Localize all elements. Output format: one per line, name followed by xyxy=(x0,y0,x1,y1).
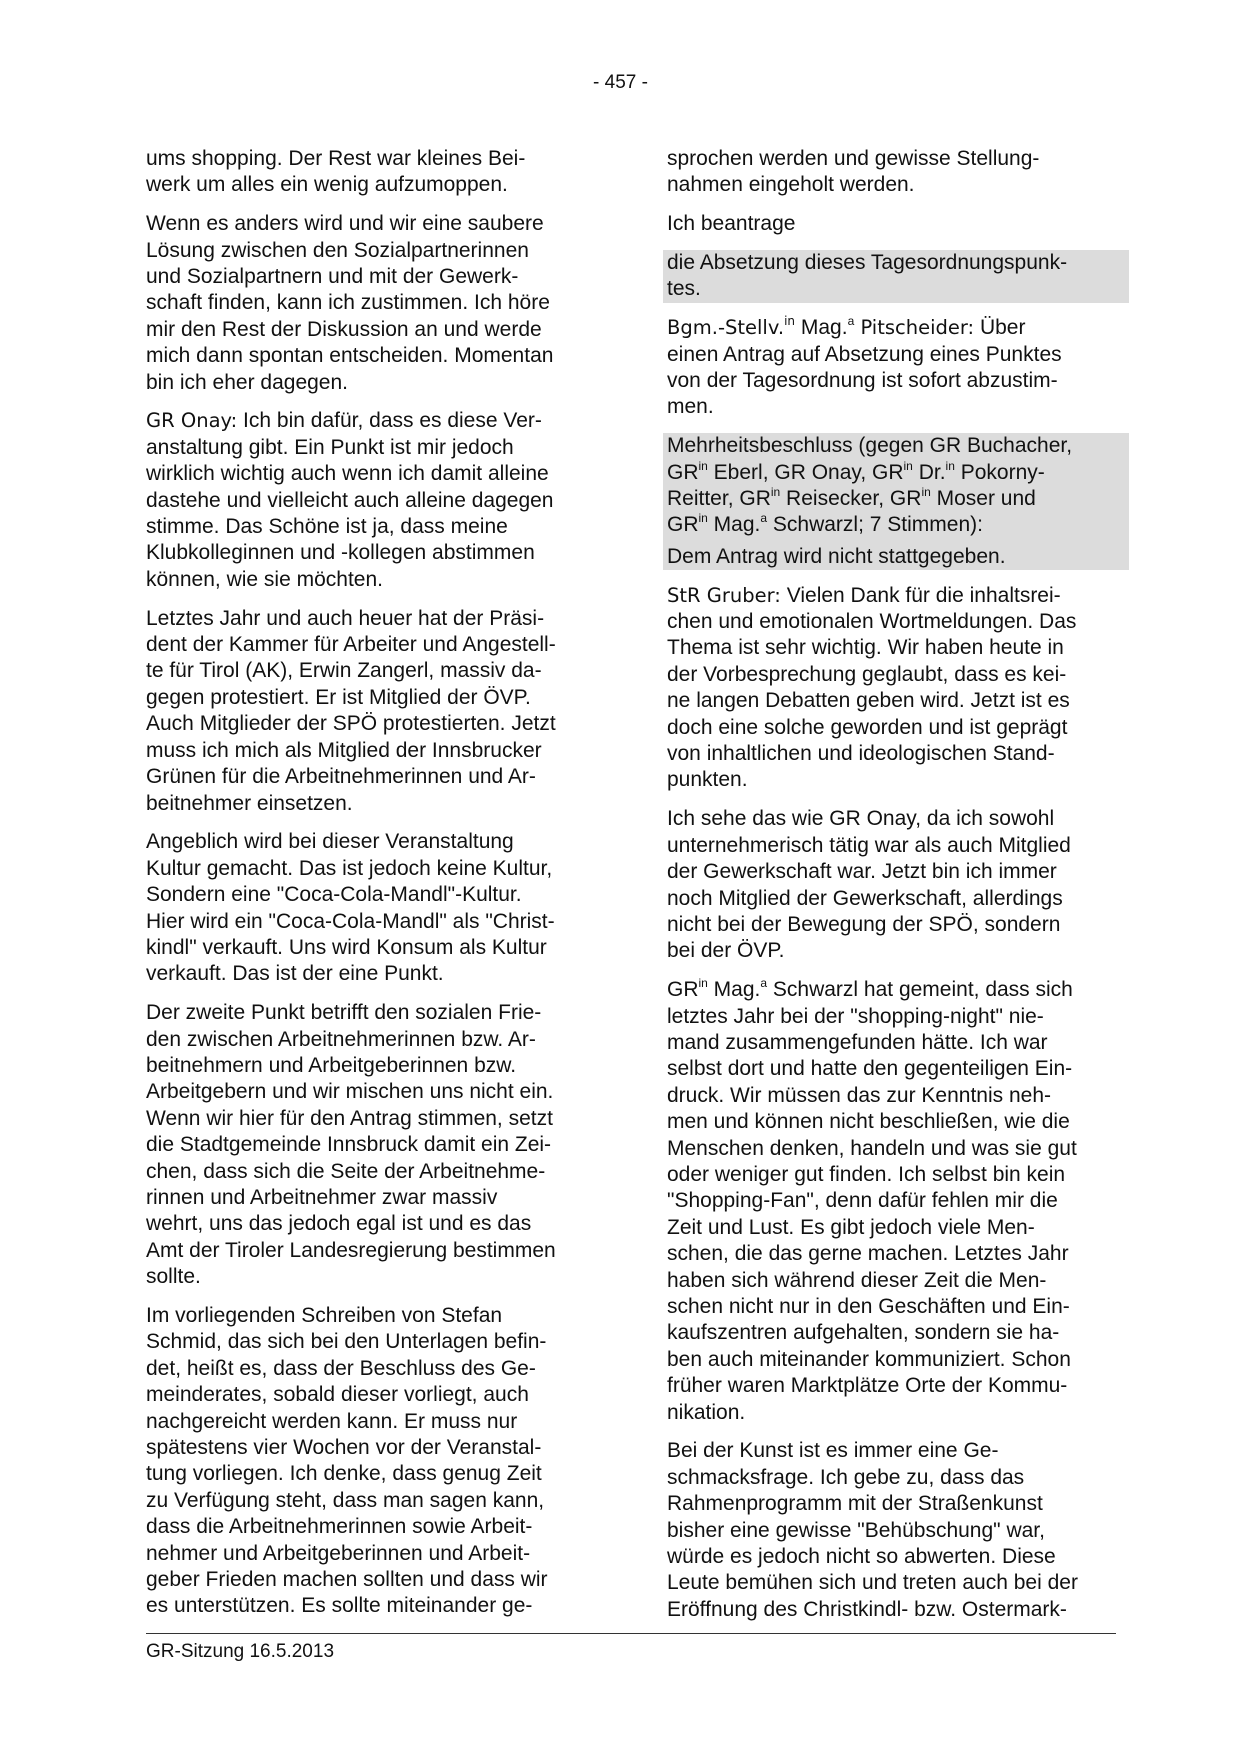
text-line: zu Verfügung steht, dass man sagen kann, xyxy=(146,1488,545,1512)
text-line: früher waren Marktplätze Orte der Kommu- xyxy=(667,1374,1068,1398)
text-run: Pokorny- xyxy=(954,460,1045,484)
text-line: nahmen eingeholt werden. xyxy=(667,173,915,197)
text-run: Mag. xyxy=(707,978,761,1002)
text-line: bisher eine gewisse "Behübschung" war, xyxy=(667,1518,1045,1542)
text-line: chen und emotionalen Wortmeldungen. Das xyxy=(667,610,1077,634)
text-line: nehmer und Arbeitgeberinnen und Arbeit- xyxy=(146,1541,531,1565)
text-line: würde es jedoch nicht so abwerten. Diese xyxy=(667,1545,1056,1569)
paragraph xyxy=(667,1438,1121,1623)
text-line: schaft finden, kann ich zustimmen. Ich höre xyxy=(146,291,550,315)
text-line: punkten. xyxy=(667,768,748,792)
right-column xyxy=(667,146,1121,1636)
text-line: von inhaltlichen und ideologischen Stand- xyxy=(667,742,1055,766)
superscript: in xyxy=(770,485,781,500)
text-line: det, heißt es, dass der Beschluss des Ge- xyxy=(146,1356,536,1380)
superscript: a xyxy=(760,976,768,991)
text-line: oder weniger gut finden. Ich selbst bin kein xyxy=(667,1162,1066,1186)
text-run: Moser und xyxy=(930,487,1036,511)
superscript: in xyxy=(698,458,708,473)
text-line: Amt der Tiroler Landesregierung bestimmen xyxy=(146,1238,556,1262)
text-line: werk um alles ein wenig aufzumoppen. xyxy=(146,173,508,197)
superscript: a xyxy=(760,511,768,526)
paragraph xyxy=(667,146,1121,199)
text-line: und Sozialpartnern und mit der Gewerk- xyxy=(146,265,519,289)
text-line: dass die Arbeitnehmerinnen sowie Arbeit- xyxy=(146,1515,533,1539)
text-line: muss ich mich als Mitglied der Innsbrucker xyxy=(146,738,542,762)
text-line: der Gewerkschaft war. Jetzt bin ich immer xyxy=(667,860,1057,884)
text-line: druck. Wir müssen das zur Kenntnis neh- xyxy=(667,1083,1051,1107)
text-line: nachgereicht werden kann. Er muss nur xyxy=(146,1409,518,1433)
speech-deputy-mayor xyxy=(667,315,1121,421)
text-line: men und können nicht beschließen, wie die xyxy=(667,1110,1070,1134)
text-line: haben sich während dieser Zeit die Men- xyxy=(667,1268,1047,1292)
speaker-name xyxy=(667,316,795,339)
text-line: selbst dort und hatte den gegenteiligen Ein- xyxy=(667,1057,1073,1081)
text-line: Hier wird ein "Coca-Cola-Mandl" als "Christ- xyxy=(146,909,555,933)
text-line: rinnen und Arbeitnehmer zwar massiv xyxy=(146,1185,498,1209)
speaker-title: Mag. xyxy=(795,316,848,340)
text-line xyxy=(667,977,1121,1003)
text-line: unternehmerisch tätig war als auch Mitglied xyxy=(667,833,1071,857)
text-line: men. xyxy=(667,395,714,419)
text-line xyxy=(667,315,1121,341)
text-line: die Stadtgemeinde Innsbruck damit ein Zei- xyxy=(146,1133,552,1157)
text-line: chen, dass sich die Seite der Arbeitnehme- xyxy=(146,1159,546,1183)
text-run: Reisecker, GR xyxy=(780,487,922,511)
text-line: den zwischen Arbeitnehmerinnen bzw. Ar- xyxy=(146,1027,536,1051)
text-line: Arbeitgebern und wir mischen uns nicht ein. xyxy=(146,1080,554,1104)
text-run: GR xyxy=(667,978,699,1002)
text-run: GR xyxy=(667,460,699,484)
vote-result-box xyxy=(663,433,1129,544)
text-line: mir den Rest der Diskussion an und werde xyxy=(146,317,542,341)
text-line: spätestens vier Wochen vor der Veranstal- xyxy=(146,1436,542,1460)
paragraph xyxy=(146,211,600,396)
text-line: bei der ÖVP. xyxy=(667,939,785,963)
text-line: schen nicht nur in den Geschäften und Ein- xyxy=(667,1294,1070,1318)
text-line: Sondern eine "Coca-Cola-Mandl"-Kultur. xyxy=(146,883,522,907)
text-line xyxy=(667,583,1121,609)
footer-divider xyxy=(146,1633,1116,1634)
superscript: in xyxy=(903,458,913,473)
superscript: in xyxy=(945,458,955,473)
text-line: gegen protestiert. Er ist Mitglied der ÖVP. xyxy=(146,685,531,709)
text-line: es unterstützen. Es sollte miteinander ge- xyxy=(146,1594,533,1618)
text-line: Mehrheitsbeschluss (gegen GR Buchacher, xyxy=(667,434,1073,458)
text-line: "Shopping-Fan", denn dafür fehlen mir die xyxy=(667,1189,1058,1213)
text-line: tung vorliegen. Ich denke, dass genug Zeit xyxy=(146,1462,542,1486)
text-line: anstaltung gibt. Ein Punkt ist mir jedoch xyxy=(146,435,514,459)
paragraph xyxy=(146,829,600,987)
text-line: Kultur gemacht. Das ist jedoch keine Kultur, xyxy=(146,856,553,880)
text-line: schen, die das gerne machen. Letztes Jahr xyxy=(667,1242,1069,1266)
text-line: Thema ist sehr wichtig. Wir haben heute in xyxy=(667,636,1064,660)
text-run: GR xyxy=(667,513,699,537)
text-line: sprochen werden und gewisse Stellung- xyxy=(667,147,1040,170)
text-run: Mag. xyxy=(707,513,761,537)
superscript: in xyxy=(698,976,708,991)
text-line: Dem Antrag wird nicht stattgegeben. xyxy=(667,544,1006,568)
text-run: Ich bin dafür, dass es diese Ver- xyxy=(237,409,542,433)
page-number: - 457 - xyxy=(593,72,648,93)
text-line: dastehe und vielleicht auch alleine dagegen xyxy=(146,488,554,512)
text-line: kindl" verkauft. Uns wird Konsum als Kultur xyxy=(146,935,547,959)
decision-box xyxy=(663,544,1129,570)
text-line: beitnehmern und Arbeitgeberinnen bzw. xyxy=(146,1053,517,1077)
text-line: kaufszentren aufgehalten, sondern sie ha- xyxy=(667,1321,1060,1345)
text-line: sollte. xyxy=(146,1265,201,1289)
text-line: tes. xyxy=(667,277,701,301)
text-line: verkauft. Das ist der eine Punkt. xyxy=(146,962,444,986)
text-run: Schwarzl; 7 Stimmen): xyxy=(767,513,983,537)
text-line: wirklich wichtig auch wenn ich damit alleine xyxy=(146,462,549,486)
text-line: Lösung zwischen den Sozialpartnerinnen xyxy=(146,238,529,262)
text-line xyxy=(667,486,1121,512)
text-line: te für Tirol (AK), Erwin Zangerl, massiv da- xyxy=(146,659,542,683)
paragraph xyxy=(146,146,600,199)
text-line: Bei der Kunst ist es immer eine Ge- xyxy=(667,1439,999,1463)
text-line: können, wie sie möchten. xyxy=(146,567,383,591)
text-line: die Absetzung dieses Tagesordnungspunk- xyxy=(667,251,1068,274)
speaker-surname: Pitscheider: xyxy=(854,316,975,340)
text-line: nikation. xyxy=(667,1400,746,1424)
speech-str-gruber xyxy=(667,583,1121,794)
text-line: nicht bei der Bewegung der SPÖ, sondern xyxy=(667,912,1061,936)
text-line: Letztes Jahr und auch heuer hat der Präsi- xyxy=(146,606,545,630)
text-line: Rahmenprogramm mit der Straßenkunst xyxy=(667,1492,1043,1516)
text-line: von der Tagesordnung ist sofort abzustim- xyxy=(667,369,1058,393)
text-line: bin ich eher dagegen. xyxy=(146,370,348,394)
speaker-name: GR Onay: xyxy=(146,409,238,433)
text-line: Angeblich wird bei dieser Veranstaltung xyxy=(146,830,514,854)
text-line: Auch Mitglieder der SPÖ protestierten. Jetzt xyxy=(146,712,556,736)
text-run: Schwarzl hat gemeint, dass sich xyxy=(767,978,1073,1002)
text-line: Menschen denken, handeln und was sie gut xyxy=(667,1136,1077,1160)
text-line: mand zusammengefunden hätte. Ich war xyxy=(667,1030,1048,1054)
footer-session-label: GR-Sitzung 16.5.2013 xyxy=(146,1641,335,1662)
text-line: meinderates, sobald dieser vorliegt, auch xyxy=(146,1383,529,1407)
text-line: beitnehmer einsetzen. xyxy=(146,791,353,815)
text-line: noch Mitglied der Gewerkschaft, allerdings xyxy=(667,886,1063,910)
text-line: einen Antrag auf Absetzung eines Punktes xyxy=(667,342,1062,366)
text-run: Dr. xyxy=(912,460,946,484)
paragraph xyxy=(667,977,1121,1426)
left-column xyxy=(146,146,600,1632)
text-line: Ich beantrage xyxy=(667,212,796,236)
text-line: ne langen Debatten geben wird. Jetzt ist es xyxy=(667,689,1070,713)
text-line: Klubkolleginnen und -kollegen abstimmen xyxy=(146,541,535,565)
text-line: schmacksfrage. Ich gebe zu, dass das xyxy=(667,1465,1025,1489)
text-line: Grünen für die Arbeitnehmerinnen und Ar- xyxy=(146,765,536,789)
text-run: Eberl, GR Onay, GR xyxy=(707,460,904,484)
text-run: Über xyxy=(974,316,1026,340)
paragraph xyxy=(146,1303,600,1620)
text-run: Reitter, GR xyxy=(667,487,771,511)
text-line xyxy=(667,512,1121,538)
text-line: Im vorliegenden Schreiben von Stefan xyxy=(146,1304,503,1327)
text-line: doch eine solche geworden und ist geprägt xyxy=(667,715,1068,739)
paragraph xyxy=(146,1000,600,1290)
text-line: Der zweite Punkt betrifft den sozialen Frie- xyxy=(146,1001,542,1025)
text-line: dent der Kammer für Arbeiter und Angestell- xyxy=(146,633,556,657)
text-line: Eröffnung des Christkindl- bzw. Ostermark- xyxy=(667,1597,1067,1621)
text-line: Leute bemühen sich und treten auch bei der xyxy=(667,1571,1078,1595)
text-line xyxy=(667,460,1121,486)
text-line: Zeit und Lust. Es gibt jedoch viele Men- xyxy=(667,1215,1035,1239)
text-line: letztes Jahr bei der "shopping-night" nie- xyxy=(667,1004,1044,1028)
speech-gr-onay xyxy=(146,408,600,593)
speaker-role: Bgm.-Stellv. xyxy=(667,316,785,340)
superscript: in xyxy=(698,511,708,526)
text-line xyxy=(146,408,600,434)
paragraph xyxy=(667,211,1121,237)
paragraph xyxy=(667,806,1121,964)
text-line: stimme. Das Schöne ist ja, dass meine xyxy=(146,515,508,539)
paragraph xyxy=(146,606,600,817)
text-line: der Vorbesprechung geglaubt, dass es kei- xyxy=(667,662,1067,686)
text-line: Wenn wir hier für den Antrag stimmen, setzt xyxy=(146,1106,553,1130)
text-run: Vielen Dank für die inhaltsrei- xyxy=(780,583,1061,607)
text-line: Ich sehe das wie GR Onay, da ich sowohl xyxy=(667,807,1055,831)
text-line: ben auch miteinander kommuniziert. Schon xyxy=(667,1347,1071,1371)
motion-box xyxy=(663,250,1129,303)
superscript: in xyxy=(921,485,931,500)
text-line: mich dann spontan entscheiden. Momentan xyxy=(146,344,554,368)
text-line: ums shopping. Der Rest war kleines Bei- xyxy=(146,147,526,170)
text-line: Schmid, das sich bei den Unterlagen befin- xyxy=(146,1330,547,1354)
superscript: a xyxy=(847,314,855,329)
text-line: geber Frieden machen sollten und dass wir xyxy=(146,1568,548,1592)
text-line: Wenn es anders wird und wir eine saubere xyxy=(146,212,544,236)
speaker-name: StR Gruber: xyxy=(667,583,781,607)
text-line: wehrt, uns das jedoch egal ist und es das xyxy=(146,1212,532,1236)
superscript: in xyxy=(784,314,796,329)
